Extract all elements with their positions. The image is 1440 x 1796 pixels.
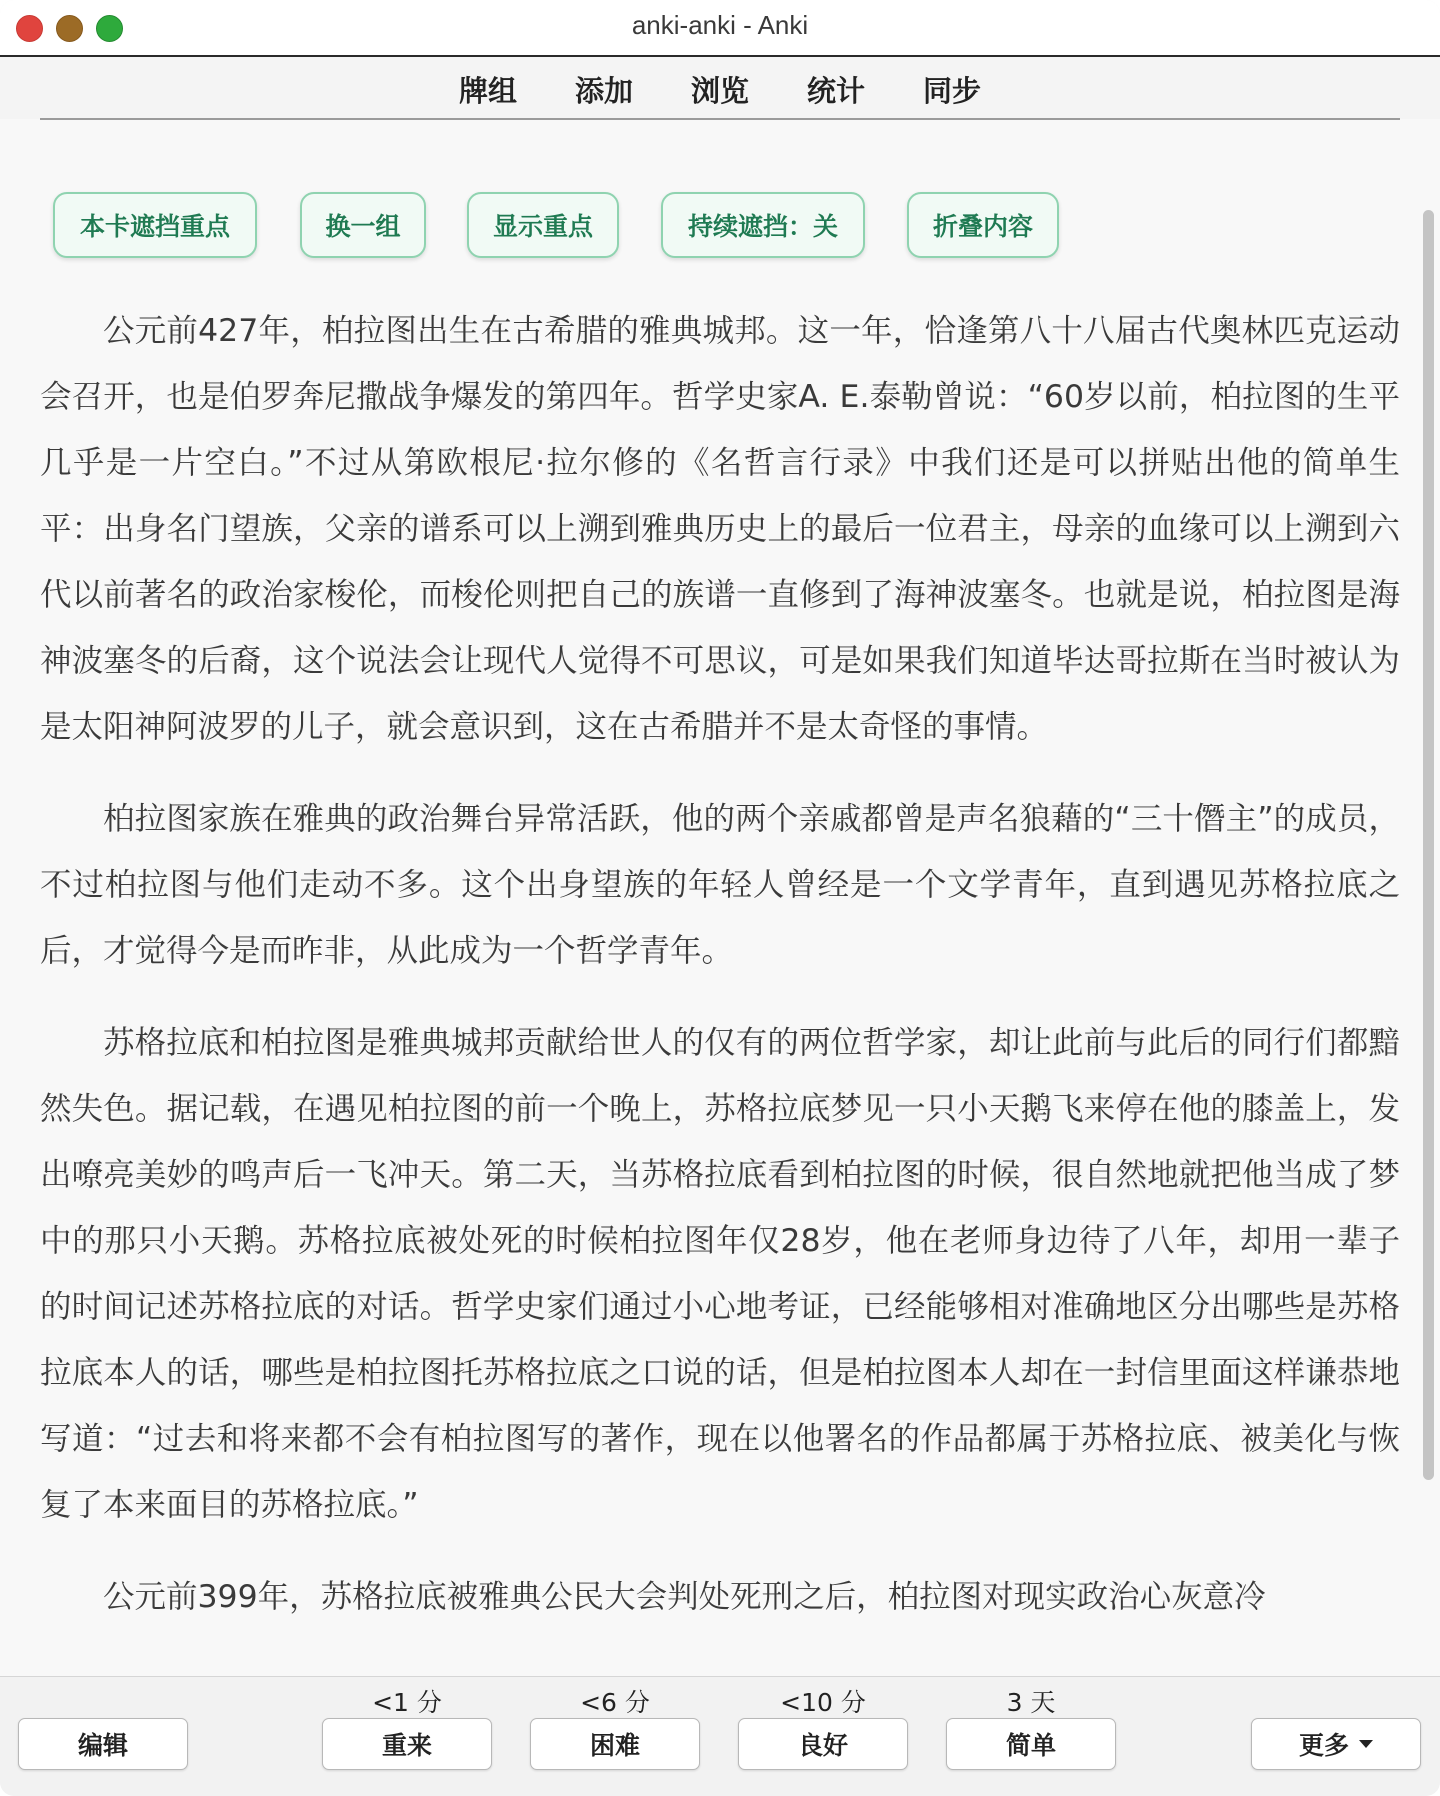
persistent-occlusion-toggle[interactable]: 持续遮挡：关 xyxy=(661,192,865,258)
occlude-card-button[interactable]: 本卡遮挡重点 xyxy=(53,192,257,258)
chevron-down-icon xyxy=(1359,1740,1373,1748)
top-toolbar xyxy=(0,57,1440,119)
toolbar-browse[interactable]: 浏览 xyxy=(690,74,749,108)
collapse-content-button[interactable]: 折叠内容 xyxy=(907,192,1059,258)
scrollbar-thumb[interactable] xyxy=(1423,210,1434,1480)
hard-interval: <6 分 xyxy=(580,1688,650,1717)
card-text xyxy=(40,298,1400,1656)
paragraph: 柏拉图家族在雅典的政治舞台异常活跃，他的两个亲戚都曾是声名狼藉的“三十僭主”的成员，不过柏拉图与他们走动不多。这个出身望族的年轻人曾经是一个文学青年，直到遇见苏格拉底之后，才觉得今是而昨非，从此成为一个哲学青年。 xyxy=(40,801,1400,969)
good-button[interactable]: 良好 xyxy=(738,1718,908,1770)
good-interval: <10 分 xyxy=(780,1688,866,1717)
paragraph: 公元前427年，柏拉图出生在古希腊的雅典城邦。这一年，恰逢第八十八届古代奥林匹克运动会召开，也是伯罗奔尼撒战争爆发的第四年。哲学史家A. E.泰勒曾说：“60岁以前，柏拉图的生平几乎是一片空白。”不过从第欧根尼·拉尔修的《名哲言行录》中我们还是可以拼贴出他的简单生平：出身名门望族，父亲的谱系可以上溯到雅典历史上的最后一位君主，母亲的血缘可以上溯到六代以前著名的政治家梭伦，而梭伦则把自己的族谱一直修到了海神波塞冬。也就是说，柏拉图是海神波塞冬的后裔，这个说法会让现代人觉得不可思议，可是如果我们知道毕达哥拉斯在当时被认为是太阳神阿波罗的儿子，就会意识到，这在古希腊并不是太奇怪的事情。 xyxy=(40,313,1400,745)
answer-bar xyxy=(0,1676,1440,1796)
toolbar-add[interactable]: 添加 xyxy=(574,74,633,108)
switch-group-button[interactable]: 换一组 xyxy=(300,192,426,258)
card-content[interactable] xyxy=(0,120,1410,1675)
hard-button[interactable]: 困难 xyxy=(530,1718,700,1770)
easy-button[interactable]: 简单 xyxy=(946,1718,1116,1770)
again-button[interactable]: 重来 xyxy=(322,1718,492,1770)
toolbar-decks[interactable]: 牌组 xyxy=(458,74,517,108)
title-bar xyxy=(0,0,1440,57)
paragraph: 公元前399年，苏格拉底被雅典公民大会判处死刑之后，柏拉图对现实政治心灰意冷 xyxy=(103,1579,1266,1615)
show-highlights-button[interactable]: 显示重点 xyxy=(467,192,619,258)
again-interval: <1 分 xyxy=(372,1688,442,1717)
toolbar-stats[interactable]: 统计 xyxy=(807,74,866,108)
window-title: anki-anki - Anki xyxy=(631,10,809,40)
toolbar-sync[interactable]: 同步 xyxy=(923,74,982,108)
edit-button[interactable]: 编辑 xyxy=(18,1718,188,1770)
easy-interval: 3 天 xyxy=(1006,1688,1056,1717)
more-label: 更多 xyxy=(1298,1731,1349,1760)
paragraph: 苏格拉底和柏拉图是雅典城邦贡献给世人的仅有的两位哲学家，却让此前与此后的同行们都黯然失色。据记载，在遇见柏拉图的前一个晚上，苏格拉底梦见一只小天鹅飞来停在他的膝盖上，发出嘹亮美妙的鸣声后一飞冲天。第二天，当苏格拉底看到柏拉图的时候，很自然地就把他当成了梦中的那只小天鹅。苏格拉底被处死的时候柏拉图年仅28岁，他在老师身边待了八年，却用一辈子的时间记述苏格拉底的对话。哲学史家们通过小心地考证，已经能够相对准确地区分出哪些是苏格拉底本人的话，哪些是柏拉图托苏格拉底之口说的话，但是柏拉图本人却在一封信里面这样谦恭地写道：“过去和将来都不会有柏拉图写的著作，现在以他署名的作品都属于苏格拉底、被美化与恢复了本来面目的苏格拉底。” xyxy=(40,1025,1400,1523)
more-button[interactable] xyxy=(1251,1718,1421,1770)
